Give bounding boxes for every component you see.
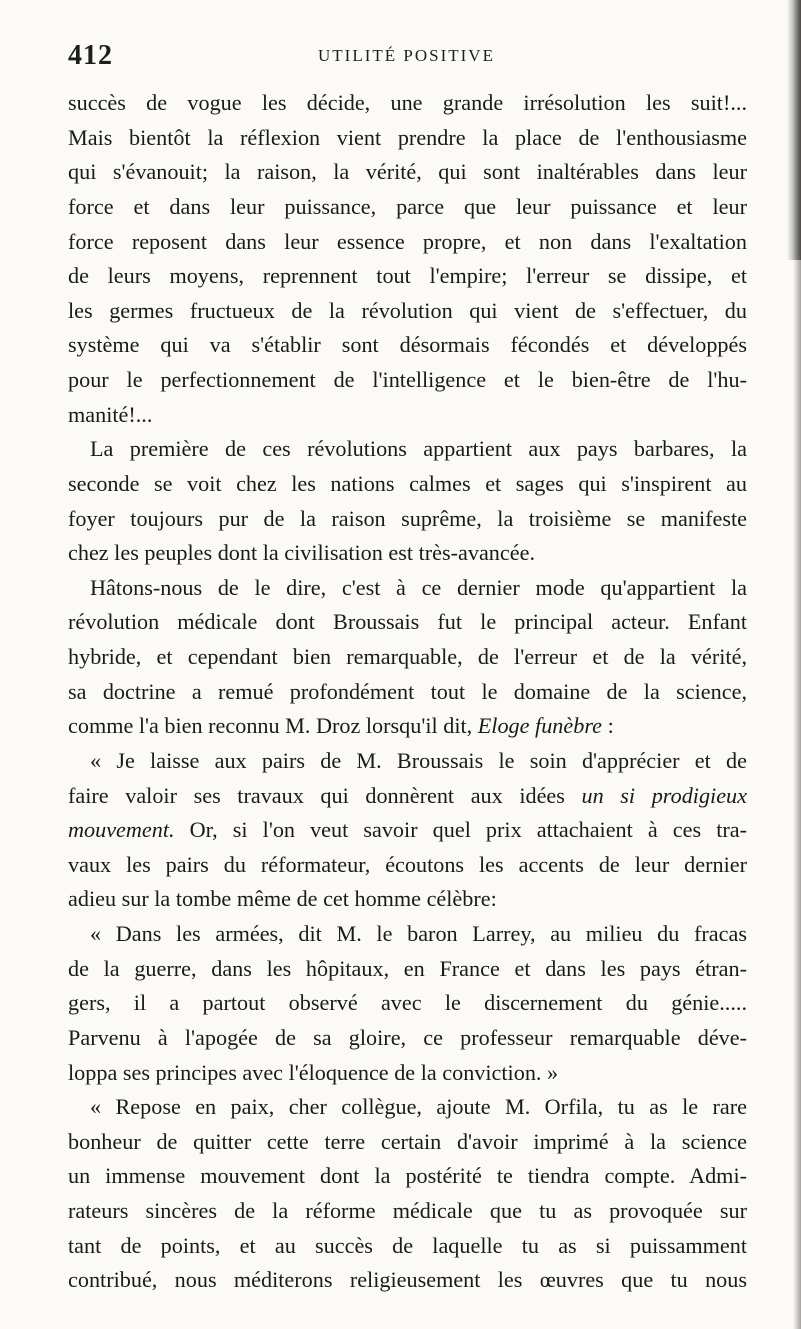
text-line: force reposent dans leur essence propre, et non dans l'exaltation (68, 228, 747, 254)
text-line: Parvenu à l'apogée de sa gloire, ce professeur remarquable déve- (68, 1024, 747, 1050)
text-line (68, 709, 747, 744)
text-line: rateurs sincères de la réforme médicale que tu as provoquée sur (68, 1198, 747, 1223)
text-line: Hâtons-nous de le dire, c'est à ce dernier mode qu'appartient la (90, 574, 747, 600)
text-line (68, 779, 747, 814)
paragraph-5 (68, 917, 747, 1090)
paragraph-2 (68, 432, 747, 571)
text-run: comme l'a bien reconnu M. Droz lorsqu'il dit, (68, 713, 478, 739)
page-header (68, 40, 745, 76)
text-line: bonheur de quitter cette terre certain d'avoir imprimé à la science (68, 1128, 747, 1154)
text-line: hybride, et cependant bien remarquable, de l'erreur et de la vérité, (68, 644, 747, 669)
text-line: loppa ses principes avec l'éloquence de la conviction. » (68, 1059, 559, 1085)
text-line: « Dans les armées, dit M. le baron Larrey, au milieu du fracas (90, 921, 747, 946)
text-line: force et dans leur puissance, parce que leur puissance et leur (68, 193, 747, 219)
paragraph-4 (68, 744, 747, 917)
text-line (68, 813, 747, 848)
text-line: de la guerre, dans les hôpitaux, en France et dans les pays étran- (68, 955, 747, 981)
text-line: Mais bientôt la réflexion vient prendre la place de l'enthousiasme (68, 124, 747, 150)
text-line: foyer toujours pur de la raison suprême, la troisième se manifeste (68, 505, 747, 531)
text-line: de leurs moyens, reprennent tout l'empire; l'erreur se dissipe, et (68, 263, 747, 289)
text-line: vaux les pairs du réformateur, écoutons les accents de leur dernier (68, 851, 747, 877)
body-text (68, 86, 747, 1298)
paragraph-1 (68, 86, 747, 432)
text-line: tant de points, et au succès de laquelle tu as si puissamment (68, 1232, 747, 1258)
text-line: seconde se voit chez les nations calmes et sages qui s'inspirent au (68, 470, 747, 496)
text-line: La première de ces révolutions appartient aux pays barbares, la (90, 436, 747, 462)
text-line: sa doctrine a remué profondément tout le domaine de la science, (68, 678, 747, 704)
paragraph-3 (68, 571, 747, 744)
text-line: pour le perfectionnement de l'intelligence et le bien-être de l'hu- (68, 367, 747, 392)
italic-title: Eloge funèbre (477, 713, 603, 739)
page-number: 412 (68, 40, 113, 71)
text-line: succès de vogue les décide, une grande irrésolution les suit!... (68, 90, 747, 115)
text-line: révolution médicale dont Broussais fut le principal acteur. Enfant (68, 609, 747, 635)
text-line: adieu sur la tombe même de cet homme célèbre: (68, 886, 497, 912)
text-line: gers, il a partout observé avec le discernement du génie..... (68, 990, 747, 1016)
text-line: chez les peuples dont la civilisation est très-avancée. (68, 540, 535, 566)
text-line: un immense mouvement dont la postérité te tiendra compte. Admi- (68, 1163, 747, 1189)
text-line: qui s'évanouit; la raison, la vérité, qui sont inaltérables dans leur (68, 159, 747, 185)
italic-phrase: un si prodigieux (581, 782, 747, 808)
page-edge-shadow-top (787, 0, 801, 260)
text-line: manité!... (68, 401, 153, 427)
text-line: système qui va s'établir sont désormais fécondés et développés (68, 332, 747, 358)
text-line: contribué, nous méditerons religieusement les œuvres que tu nous (68, 1267, 747, 1293)
text-run: Or, si l'on veut savoir quel prix attachaient à ces tra- (174, 817, 747, 843)
italic-phrase: mouvement. (68, 817, 175, 843)
paragraph-6 (68, 1090, 747, 1298)
text-run: faire valoir ses travaux qui donnèrent aux idées (68, 782, 582, 808)
text-run: : (602, 713, 614, 739)
text-line: « Je laisse aux pairs de M. Broussais le soin d'apprécier et de (90, 747, 747, 773)
text-line: les germes fructueux de la révolution qui vient de s'effectuer, du (68, 297, 747, 323)
running-head: UTILITÉ POSITIVE (318, 46, 495, 65)
text-line: « Repose en paix, cher collègue, ajoute M. Orfila, tu as le rare (90, 1094, 747, 1120)
